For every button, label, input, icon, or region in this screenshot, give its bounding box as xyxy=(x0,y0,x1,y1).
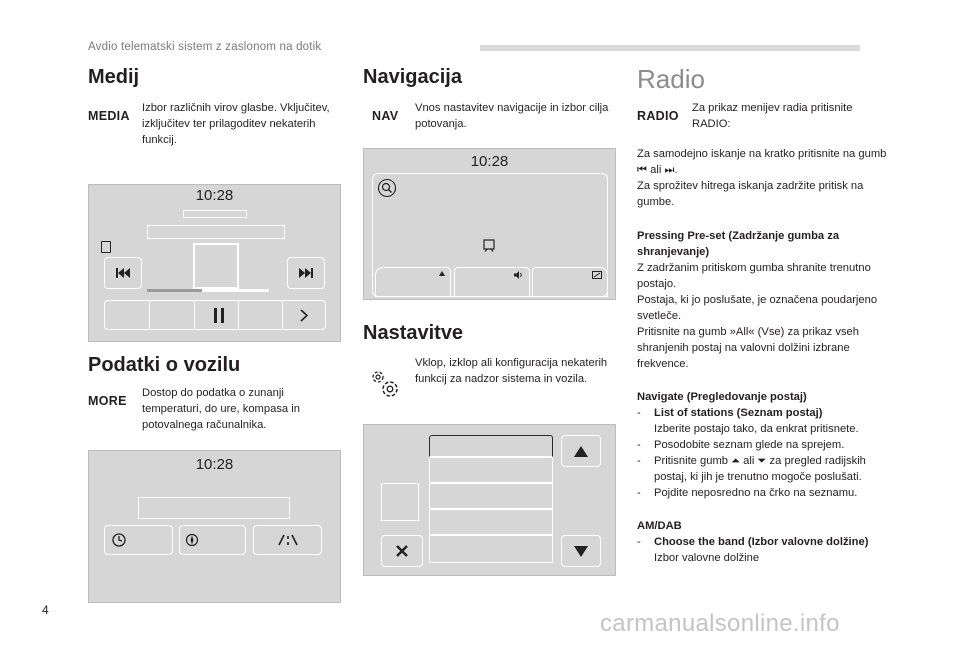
media-screen-illustration xyxy=(88,184,341,342)
radio-key-label: RADIO xyxy=(637,109,679,123)
list-item xyxy=(637,453,887,485)
list-row[interactable] xyxy=(429,483,553,509)
preset-paragraph: Postaja, ki jo poslušate, je označena poudarjeno svetleče. xyxy=(637,294,878,322)
preset-paragraph: Z zadržanim pritiskom gumba shranite trenutno postajo. xyxy=(637,262,871,290)
clock-icon xyxy=(111,532,127,548)
station-logo-placeholder xyxy=(381,483,419,521)
arrow-down-icon xyxy=(574,546,588,557)
page-number: 4 xyxy=(42,603,49,617)
close-icon xyxy=(396,545,408,557)
podatki-description: Dostop do podatka o zunanji temperaturi, do ure, kompasa in potovalnega računalnika. xyxy=(142,387,300,431)
media-key-label: MEDIA xyxy=(88,109,130,123)
nastavitve-heading: Nastavitve xyxy=(363,322,464,344)
source-bar xyxy=(183,210,247,218)
medij-description: Izbor različnih virov glasbe. Vključitev, izključitev ter prilagoditev nekaterih funkcij. xyxy=(142,102,330,146)
road-icon xyxy=(277,534,299,546)
screen-clock: 10:28 xyxy=(195,456,234,473)
selected-list-row[interactable] xyxy=(429,435,553,457)
podatki-heading: Podatki o vozilu xyxy=(88,354,241,376)
radio-list-screen-illustration xyxy=(363,424,616,576)
preset-paragraph: Pritisnite na gumb »All« (Vse) za prikaz vseh shranjenih postaj na valovni dolžini izbrane frekvence. xyxy=(637,326,859,370)
compass-button[interactable] xyxy=(179,525,246,555)
map-options-icon xyxy=(592,271,602,279)
settings-icon xyxy=(365,366,405,405)
scroll-down-button[interactable] xyxy=(561,535,601,567)
medij-heading: Medij xyxy=(88,66,140,88)
list-item-bold: Choose the band (Izbor valovne dolžine) xyxy=(654,536,869,548)
close-button[interactable] xyxy=(381,535,423,567)
radio-heading: Radio xyxy=(637,64,705,94)
list-row[interactable] xyxy=(429,509,553,535)
chevron-right-icon xyxy=(300,309,308,322)
list-item xyxy=(637,405,887,437)
screen-clock: 10:28 xyxy=(470,153,509,170)
previous-track-button[interactable] xyxy=(104,257,142,289)
amdab-title: AM/DAB xyxy=(637,520,682,532)
progress-fill xyxy=(147,289,202,292)
pause-icon xyxy=(214,308,224,323)
nav-volume-button[interactable] xyxy=(454,267,530,297)
navigacija-heading: Navigacija xyxy=(363,66,462,88)
album-art-placeholder xyxy=(193,243,239,289)
radio-description: Za prikaz menijev radia pritisnite RADIO: xyxy=(692,102,853,130)
progress-track xyxy=(147,289,269,292)
preset-title: Pressing Pre-set (Zadržanje gumba za shranjevanje) xyxy=(637,230,840,258)
amdab-section xyxy=(637,518,887,566)
track-title-field xyxy=(147,225,285,239)
list-item-text: Posodobite seznam glede na sprejem. xyxy=(654,439,845,451)
preset-section xyxy=(637,228,887,372)
amdab-list xyxy=(637,534,887,566)
scroll-up-button[interactable] xyxy=(561,435,601,467)
vehicle-position-icon xyxy=(482,239,496,258)
compass-icon xyxy=(185,533,199,547)
media-control-row xyxy=(104,300,326,330)
trip-computer-button[interactable] xyxy=(253,525,322,555)
arrow-up-icon xyxy=(439,271,445,276)
more-key-label: MORE xyxy=(88,394,127,408)
navigate-section xyxy=(637,389,887,501)
skip-forward-icon xyxy=(298,267,314,279)
list-item-text: Izberite postajo tako, da enkrat pritisnete. xyxy=(654,423,859,435)
list-item xyxy=(637,534,887,566)
radio-auto-search-text xyxy=(637,146,887,210)
navigation-screen-illustration xyxy=(363,148,616,300)
pause-button[interactable] xyxy=(214,308,224,328)
list-item-text: Pritisnite gumb ⏶ ali ⏷ za pregled radijskih postaj, ki jih je trenutno mogoče poslušati. xyxy=(654,455,866,483)
radio-paragraph: Za sprožitev hitrega iskanja zadržite pritisk na gumbe. xyxy=(637,180,864,208)
volume-icon xyxy=(514,271,524,279)
list-item-bold: List of stations (Seznam postaj) xyxy=(654,407,823,419)
skip-back-icon xyxy=(115,267,131,279)
vehicle-data-screen-illustration xyxy=(88,450,341,603)
nav-arrow-button[interactable] xyxy=(375,267,451,297)
clock-button[interactable] xyxy=(104,525,173,555)
list-item-text: Pojdite neposredno na črko na seznamu. xyxy=(654,487,858,499)
running-header: Avdio telematski sistem z zaslonom na dotik xyxy=(88,41,322,53)
nav-key-label: NAV xyxy=(372,109,399,123)
list-item xyxy=(637,485,887,501)
more-options-button[interactable] xyxy=(300,309,308,327)
list-item-text: Izbor valovne dolžine xyxy=(654,552,760,564)
header-rule xyxy=(480,45,860,51)
nav-search-button[interactable] xyxy=(377,178,397,203)
list-item xyxy=(637,437,887,453)
list-row[interactable] xyxy=(429,457,553,483)
radio-paragraph: Za samodejno iskanje na kratko pritisnite na gumb ⏮ ali ⏭. xyxy=(637,148,887,176)
arrow-up-icon xyxy=(574,446,588,457)
screen-clock: 10:28 xyxy=(195,187,234,204)
next-track-button[interactable] xyxy=(287,257,325,289)
navigate-list xyxy=(637,405,887,501)
usb-icon xyxy=(101,241,111,253)
list-row[interactable] xyxy=(429,535,553,563)
info-display-field xyxy=(138,497,290,519)
nav-options-button[interactable] xyxy=(532,267,608,297)
navigacija-description: Vnos nastavitev navigacije in izbor cilja potovanja. xyxy=(415,102,609,130)
nastavitve-description: Vklop, izklop ali konfiguracija nekaterih funkcij za nadzor sistema in vozila. xyxy=(415,357,608,385)
search-icon xyxy=(377,178,397,198)
navigate-title: Navigate (Pregledovanje postaj) xyxy=(637,391,807,403)
watermark: carmanualsonline.info xyxy=(600,610,840,637)
